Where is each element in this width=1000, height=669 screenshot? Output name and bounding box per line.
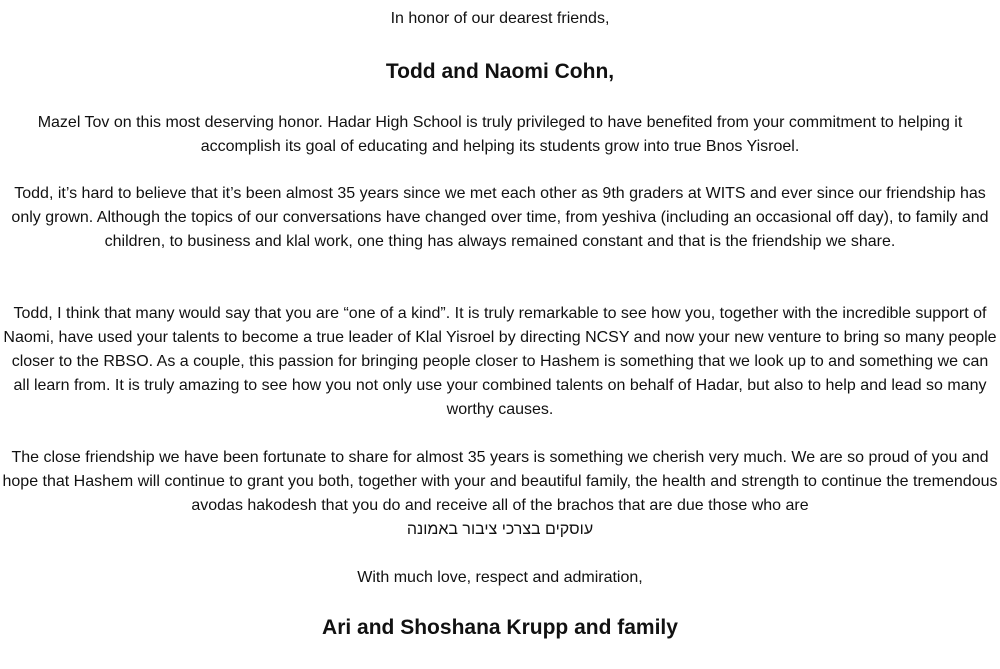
closing-line: With much love, respect and admiration, xyxy=(357,569,643,586)
greeting-line: In honor of our dearest friends, xyxy=(390,10,610,27)
honorees-heading: Todd and Naomi Cohn, xyxy=(385,60,615,83)
paragraph-blessing: The close friendship we have been fortunate to share for almost 35 years is something we cherish very much. We are so proud of you and hope that Hashem will continue to grant you both, together with your and beautiful family, the health and strength to continue the tremendous avodas hakodesh that you do and receive all of the brachos that are due those who are xyxy=(2,449,998,514)
signature-line: Ari and Shoshana Krupp and family xyxy=(322,616,678,639)
paragraph-mazel-tov: Mazel Tov on this most deserving honor. Hadar High School is truly privileged to have benefited from your commitment to helping it accomplish its goal of educating and helping its students grow into true Bnos Yisroel. xyxy=(37,114,963,155)
paragraph-friendship: Todd, it’s hard to believe that it’s been almost 35 years since we met each other as 9th graders at WITS and ever since our friendship has only grown. Although the topics of our conversations have changed over time, from yeshiva (including an occasional off day), to family and children, to business and klal work, one thing has always remained constant and that is the friendship we share. xyxy=(11,185,989,250)
paragraph-leadership: Todd, I think that many would say that you are “one of a kind”. It is truly remarkable to see how you, together with the incredible support of Naomi, have used your talents to become a true leader of Klal Yisroel by directing NCSY and now your new venture to bring so many people closer to the RBSO. As a couple, this passion for bringing people closer to Hashem is something that we look up to and something we can all learn from. It is truly amazing to see how you not only use your combined talents on behalf of Hadar, but also to help and lead so many worthy causes. xyxy=(3,305,997,418)
hebrew-phrase: עוסקים בצרכי ציבור באמונה xyxy=(406,521,594,538)
